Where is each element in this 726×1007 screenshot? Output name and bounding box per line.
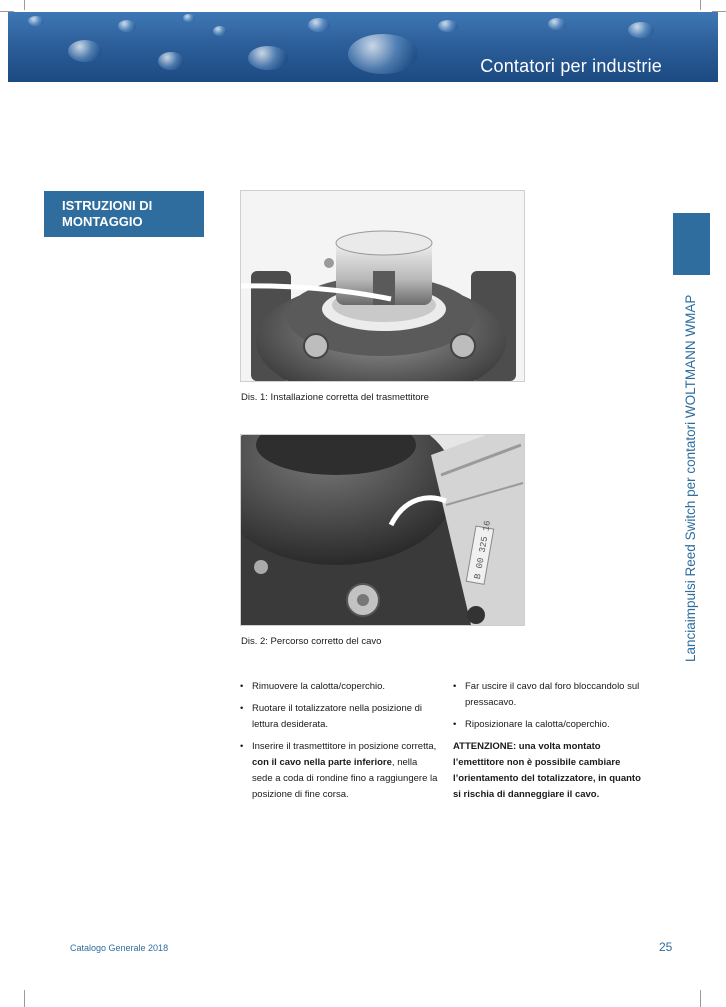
water-drop	[213, 26, 227, 36]
list-item	[240, 739, 440, 803]
instructions-left-column	[240, 679, 440, 809]
section-heading-line2: MONTAGGIO	[62, 214, 143, 229]
figure-1-photo	[240, 190, 525, 382]
label-plate-text: B 00 325 16	[472, 519, 494, 581]
crop-mark	[700, 990, 701, 1007]
list-item: • Ruotare il totalizzatore nella posizione di lettura desiderata.	[240, 701, 440, 733]
water-drop	[348, 34, 418, 74]
figure-2-photo	[240, 434, 525, 626]
side-vertical-title: Lanciaimpulsi Reed Switch per contatori WOLTMANN WMAP	[683, 294, 698, 662]
list-item: • Riposizionare la calotta/coperchio.	[453, 717, 651, 733]
figure-1-caption: Dis. 1: Installazione corretta del trasmettitore	[241, 392, 429, 403]
section-heading	[44, 191, 204, 237]
page-number: 25	[659, 940, 673, 954]
instructions-right-column	[453, 679, 651, 803]
water-drop	[548, 18, 566, 30]
crop-mark	[24, 990, 25, 1007]
side-accent-bar	[673, 213, 710, 275]
meter-transmitter-illustration	[241, 191, 524, 381]
instruction-text: , nella sede a coda di rondine fino a raggiungere la posizione di fine corsa.	[252, 757, 438, 800]
instruction-text: Inserire il trasmettitore in posizione corretta,	[252, 741, 437, 752]
water-drop	[308, 18, 330, 32]
water-drop	[158, 52, 184, 70]
crop-mark	[700, 0, 701, 10]
water-drop	[118, 20, 136, 32]
instruction-emphasis: con il cavo nella parte inferiore	[252, 757, 392, 768]
water-drop	[438, 20, 458, 32]
water-drop	[628, 22, 654, 38]
header-title: Contatori per industrie	[480, 56, 662, 76]
figure-2-caption: Dis. 2: Percorso corretto del cavo	[241, 636, 382, 647]
water-drop	[68, 40, 102, 62]
cable-routing-illustration	[241, 435, 524, 625]
section-heading-line1: ISTRUZIONI DI	[62, 198, 153, 213]
list-item: • Far uscire il cavo dal foro bloccandolo sul pressacavo.	[453, 679, 651, 711]
crop-mark	[24, 0, 25, 10]
water-drop	[28, 16, 44, 26]
water-drop	[183, 14, 195, 22]
list-item: • Rimuovere la calotta/coperchio.	[240, 679, 440, 695]
water-drop	[248, 46, 288, 70]
header-banner	[8, 12, 718, 82]
footer-catalog: Catalogo Generale 2018	[70, 943, 169, 953]
warning-note: ATTENZIONE: una volta montato l’emettitore non è possibile cambiare l’orientamento del totalizzatore, in quanto si rischia di danneggiare il cavo.	[453, 741, 641, 800]
